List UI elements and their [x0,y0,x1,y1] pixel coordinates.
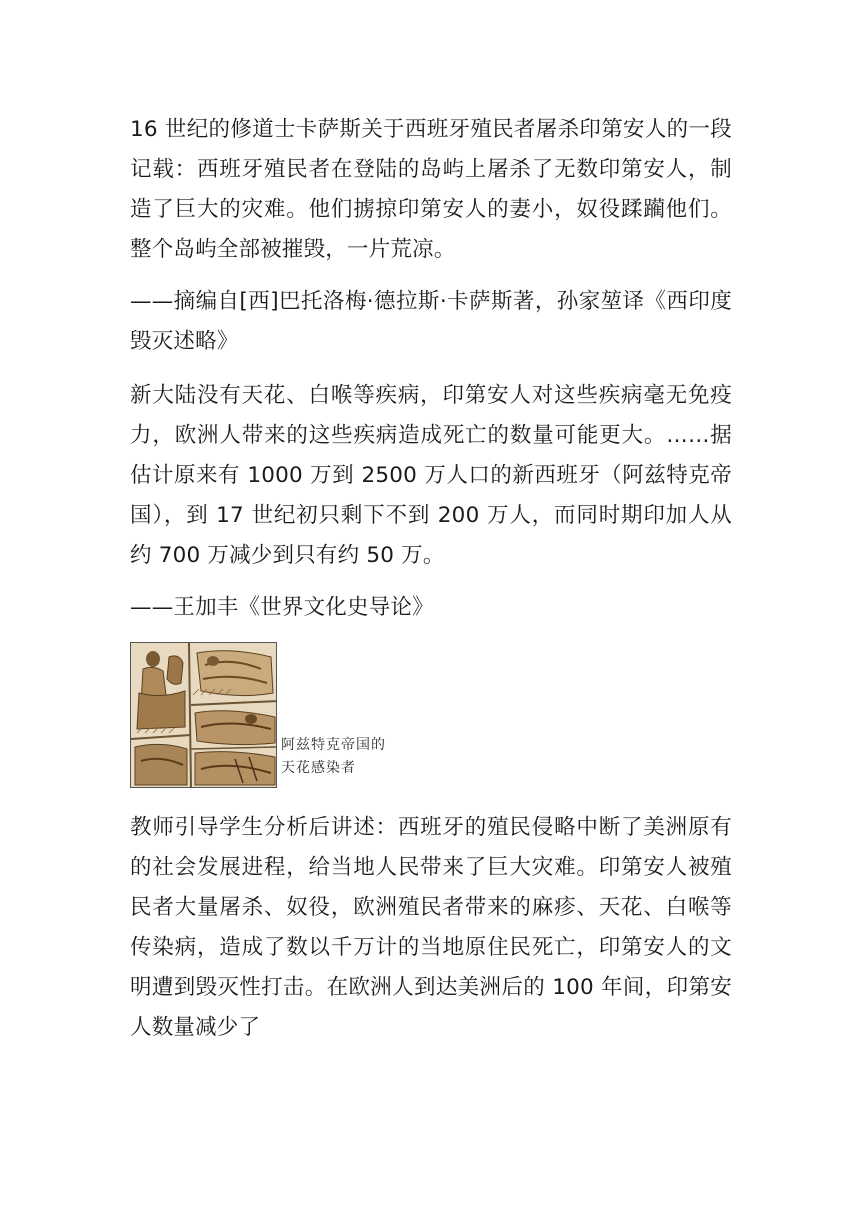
document-body [130,110,732,1060]
figure-caption-line-2: 天花感染者 [281,760,356,776]
excerpt-las-casas-source: ——摘编自[西]巴托洛梅·德拉斯·卡萨斯著，孙家堃译《西印度毁灭述略》 [130,289,732,354]
excerpt-disease-source: ——王加丰《世界文化史导论》 [130,595,434,620]
figure-caption-line-1: 阿兹特克帝国的 [281,737,386,753]
excerpt-las-casas: 16 世纪的修道士卡萨斯关于西班牙殖民者屠杀印第安人的一段记载：西班牙殖民者在登陆的岛屿上屠杀了无数印第安人，制造了巨大的灾难。他们掳掠印第安人的妻小，奴役蹂躏他们。整个岛屿全部被摧毁，一片荒凉。 [130,117,732,262]
figure-caption [281,734,386,780]
teacher-explanation: 教师引导学生分析后讲述：西班牙的殖民侵略中断了美洲原有的社会发展进程，给当地人民带来了巨大灾难。印第安人被殖民者大量屠杀、奴役，欧洲殖民者带来的麻疹、天花、白喉等传染病，造成了数以千万计的当地原住民死亡，印第安人的文明遭到毁灭性打击。在欧洲人到达美洲后的 100 年间，印第安人数量减少了 [130,815,732,1040]
excerpt-disease: 新大陆没有天花、白喉等疾病，印第安人对这些疾病毫无免疫力，欧洲人带来的这些疾病造成死亡的数量可能更大。……据估计原来有 1000 万到 2500 万人口的新西班牙（阿兹特克帝国），到 17 世纪初只剩下不到 200 万人，而同时期印加人从约 700 万减少到只有约 50 万。 [130,383,732,568]
smallpox-figure [130,642,420,788]
smallpox-illustration-image [130,642,277,788]
